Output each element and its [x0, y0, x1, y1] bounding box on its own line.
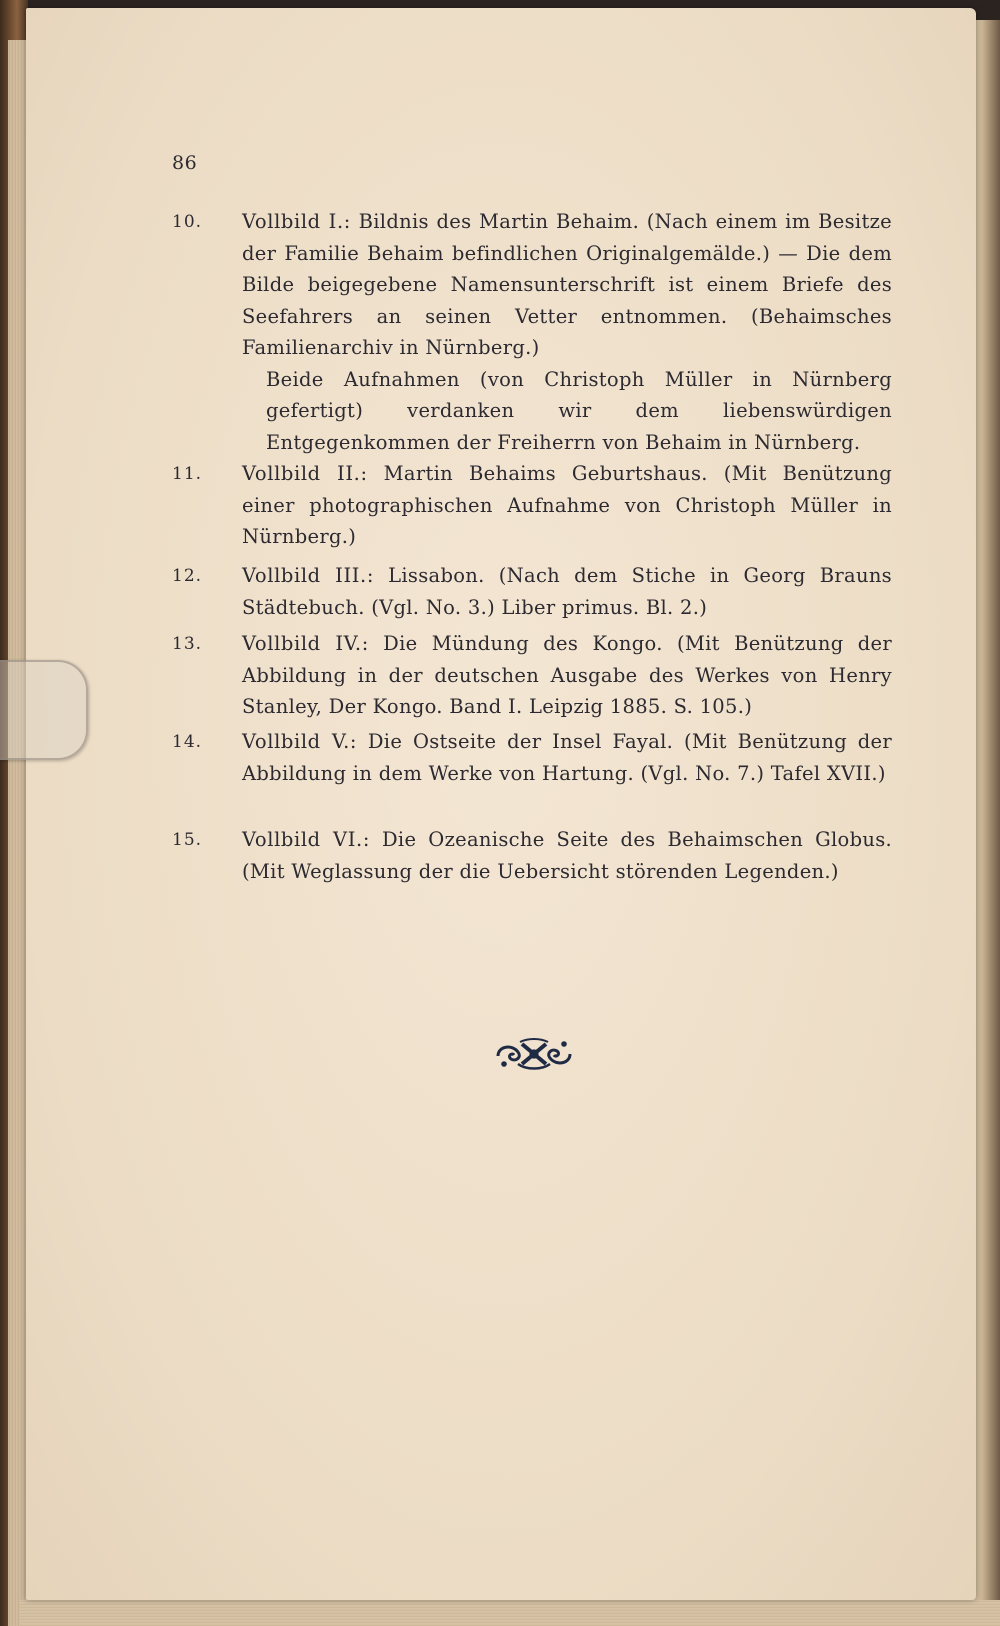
entry-body: [242, 824, 892, 887]
book-page: [26, 8, 976, 1600]
entry-note: Beide Aufnahmen (von Christoph Müller in Nürnberg gefertigt) verdanken wir dem liebenswürdigen Entgegenkommen der Freiherrn von Behaim in Nürnberg.: [266, 367, 892, 454]
entry-number: 15.: [172, 830, 203, 850]
entry-number: 13.: [172, 634, 203, 654]
entry-label: Vollbild I.:: [242, 210, 351, 233]
entry-text: Martin Behaims Geburtshaus. (Mit Benützung einer photographischen Aufnahme von Christoph Müller in Nürnberg.): [242, 462, 892, 548]
entry-label: Vollbild VI.:: [242, 828, 370, 851]
entry-text: Die Ozeanische Seite des Behaimschen Globus. (Mit Weglassung der die Uebersicht störenden Legenden.): [242, 828, 893, 883]
entry-number: 14.: [172, 732, 203, 752]
page-clip: [0, 660, 88, 760]
entry-label: Vollbild V.:: [242, 730, 358, 753]
entry-number: 10.: [172, 212, 203, 232]
entry-label: Vollbild IV.:: [242, 632, 369, 655]
fleuron-ornament-icon: [492, 1034, 576, 1074]
entry-body: [242, 206, 892, 458]
entry-body: [242, 458, 892, 553]
entry-text: Die Mündung des Kongo. (Mit Benützung der Abbildung in der deutschen Ausgabe des Werkes von Henry Stanley, Der Kongo. Band I. Leipzig 1885. S. 105.): [242, 632, 893, 718]
entry-body: [242, 560, 892, 623]
entry-number: 12.: [172, 566, 203, 586]
entry-text: Bildnis des Martin Behaim. (Nach einem im Besitze der Familie Behaim befindlichen Originalgemälde.) — Die dem Bilde beigegebene Namensunterschrift ist einem Briefe des Seefahrers an seinen Vetter entnommen. (Behaimsches Familienarchiv in Nürnberg.): [242, 210, 892, 359]
entry-body: [242, 628, 892, 723]
page-edges-bottom: [20, 1600, 1000, 1626]
entry-label: Vollbild III.:: [242, 564, 375, 587]
page-text: [26, 8, 976, 1600]
entry-text: Lissabon. (Nach dem Stiche in Georg Brauns Städtebuch. (Vgl. No. 3.) Liber primus. Bl. 2.): [242, 564, 892, 619]
entry-number: 11.: [172, 464, 203, 484]
page-number: 86: [172, 152, 198, 174]
entry-label: Vollbild II.:: [242, 462, 368, 485]
entry-text: Die Ostseite der Insel Fayal. (Mit Benützung der Abbildung in dem Werke von Hartung. (Vgl. No. 7.) Tafel XVII.): [242, 730, 892, 785]
entry-body: [242, 726, 892, 789]
